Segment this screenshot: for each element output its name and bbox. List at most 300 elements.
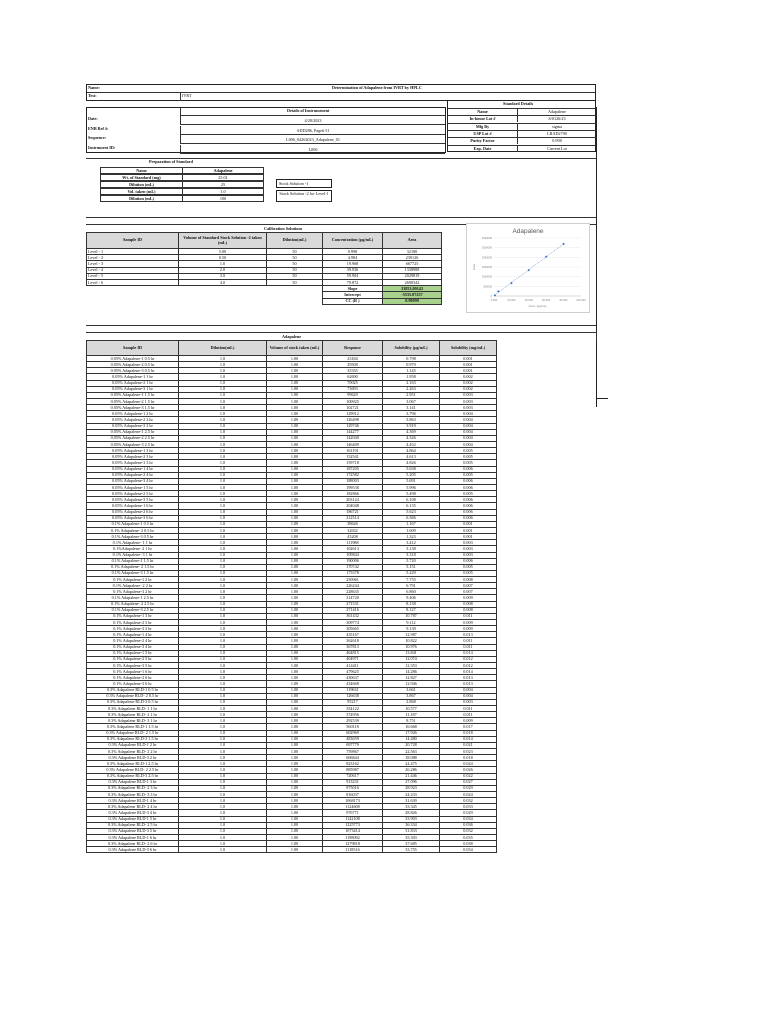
results-cell: 6.108: [383, 497, 440, 503]
results-cell: 0.017: [440, 724, 497, 730]
results-cell: 0.1% Adapalene-3 3 hr: [87, 626, 179, 632]
results-cell: 0.05% Adapalene-1 1 hr: [87, 374, 179, 380]
results-cell: 1.00: [267, 503, 323, 509]
results-cell: 1124608: [323, 804, 383, 810]
results-cell: 1.0: [179, 663, 267, 669]
results-cell: 1.0: [179, 558, 267, 564]
preparation-row-label: Vol. taken (mL): [100, 188, 182, 195]
calibration-cell: 1.0: [179, 261, 267, 267]
results-cell: 8.138: [383, 601, 440, 607]
results-cell: 1.0: [179, 595, 267, 601]
results-cell: 0.3% Adapalene RLD- 2 5 hr: [87, 822, 179, 828]
results-cell: 0.05% Adapalene-1 3 hr: [87, 448, 179, 454]
results-cell: 1.00: [267, 620, 323, 626]
chart-point: [562, 243, 565, 246]
instrument-row-value: L006: [180, 145, 445, 154]
results-cell: 976771: [323, 810, 383, 816]
results-cell: 5.996: [383, 484, 440, 490]
results-cell: 28.826: [383, 810, 440, 816]
results-cell: 464815: [323, 650, 383, 656]
results-cell: 602969: [323, 730, 383, 736]
results-cell: 1.167: [383, 521, 440, 527]
results-cell: 0.004: [440, 411, 497, 417]
results-cell: 1.00: [267, 441, 323, 447]
results-cell: 913231: [323, 779, 383, 785]
results-cell: 1.00: [267, 779, 323, 785]
results-cell: 0.3% Adapalene RLD-3 0.5 hr: [87, 699, 179, 705]
results-cell: 186721: [323, 509, 383, 515]
results-cell: 0.012: [440, 656, 497, 662]
calibration-stat-value: -5535.87257: [383, 292, 442, 298]
name-label: Name:: [88, 85, 100, 90]
results-cell: 1.0: [179, 374, 267, 380]
results-cell: 361432: [323, 613, 383, 619]
results-cell: 146409: [323, 441, 383, 447]
results-cell: 188003: [323, 478, 383, 484]
results-cell: 1.00: [267, 540, 323, 546]
results-cell: 12.827: [383, 675, 440, 681]
results-cell: 4.452: [383, 441, 440, 447]
results-cell: 1.0: [179, 527, 267, 533]
results-cell: 0.004: [440, 435, 497, 441]
results-cell: 37.685: [383, 841, 440, 847]
results-cell: 1.00: [267, 644, 323, 650]
results-cell: 73693: [323, 386, 383, 392]
results-cell: 0.1% Adapalene-3 2.5 hr: [87, 607, 179, 613]
results-cell: 0.1% Adapalene-3 5 hr: [87, 663, 179, 669]
results-cell: 1.0: [179, 638, 267, 644]
calibration-chart: [466, 223, 590, 313]
calibration-cell: 0.998: [323, 249, 383, 255]
results-cell: 1.0: [179, 368, 267, 374]
results-cell: 8.751: [383, 718, 440, 724]
results-cell: 1.0: [179, 405, 267, 411]
results-cell: 1.0: [179, 552, 267, 558]
standard-row-value: Current Lot: [518, 145, 596, 152]
test-label: Test:: [88, 93, 97, 98]
results-cell: 0.005: [440, 570, 497, 576]
results-cell: 1.0: [179, 736, 267, 742]
results-header-cell: Solubility (µg/mL): [383, 341, 440, 356]
chart-x-tick: 40.000: [524, 299, 533, 302]
results-cell: 816037: [323, 791, 383, 797]
standard-details: [447, 100, 596, 152]
results-cell: 1.0: [179, 620, 267, 626]
results-cell: 32632: [323, 527, 383, 533]
results-cell: 0.009: [440, 620, 497, 626]
results-cell: 1.0: [179, 607, 267, 613]
results-cell: 0.002: [440, 386, 497, 392]
results-cell: 3.412: [383, 540, 440, 546]
results-cell: 31.639: [383, 798, 440, 804]
results-cell: 0.032: [440, 828, 497, 834]
results-cell: 0.05% Adapalene-3 3 hr: [87, 460, 179, 466]
results-cell: 1.00: [267, 613, 323, 619]
results-cell: 0.1% Adapalene- 2 2.5 hr: [87, 601, 179, 607]
results-cell: 975016: [323, 785, 383, 791]
test-value: IVRT: [182, 93, 192, 98]
results-cell: 0.002: [440, 380, 497, 386]
results-cell: 5.205: [383, 472, 440, 478]
results-cell: 435167: [323, 632, 383, 638]
results-cell: 3.796: [383, 411, 440, 417]
results-cell: 111988: [323, 540, 383, 546]
chart-title: Adapalene: [512, 228, 544, 235]
results-cell: 0.005: [440, 472, 497, 478]
results-cell: 1.0: [179, 484, 267, 490]
results-cell: 5.229: [383, 570, 440, 576]
results-cell: 187205: [323, 466, 383, 472]
results-cell: 0.014: [440, 650, 497, 656]
results-cell: 31.833: [383, 828, 440, 834]
results-cell: 0.036: [440, 822, 497, 828]
results-cell: 0.1% Adapalene- 2 0.5 hr: [87, 527, 179, 533]
results-cell: 1068173: [323, 798, 383, 804]
results-cell: 4.613: [383, 454, 440, 460]
results-cell: 0.005: [440, 448, 497, 454]
results-header-cell: Response: [323, 341, 383, 356]
preparation-row-value: 25.01: [182, 174, 264, 181]
results-cell: 0.014: [440, 669, 497, 675]
results-cell: 152541: [323, 454, 383, 460]
results-cell: 0.005: [440, 564, 497, 570]
results-cell: 0.011: [440, 706, 497, 712]
results-cell: 126498: [323, 417, 383, 423]
results-cell: 0.001: [440, 362, 497, 368]
results-cell: 1.00: [267, 484, 323, 490]
results-cell: 0.1% Adapalene-3 4 hr: [87, 644, 179, 650]
results-cell: 1.0: [179, 411, 267, 417]
results-cell: 1.145: [383, 368, 440, 374]
results-cell: 309774: [323, 620, 383, 626]
calibration-cell: 5.00: [179, 249, 267, 255]
results-cell: 1.00: [267, 632, 323, 638]
results-cell: 271531: [323, 601, 383, 607]
calibration-cell: Level - 3: [87, 261, 179, 267]
results-header-row: [87, 341, 497, 356]
results-cell: 606844: [323, 755, 383, 761]
results-cell: 0.05% Adapalene-1 6 hr: [87, 503, 179, 509]
results-cell: 0.3% Adapalene RLD- 1 1 hr: [87, 706, 179, 712]
results-cell: 0.003: [440, 398, 497, 404]
results-cell: 0.3% Adapalene RLD-3 2 hr: [87, 755, 179, 761]
results-cell: 1.0: [179, 847, 267, 853]
results-cell: 0.1% Adapalene-3 6 hr: [87, 681, 179, 687]
right-margin-tick: [596, 398, 608, 399]
results-cell: 1.00: [267, 405, 323, 411]
results-cell: 0.1% Adapalene-1 1.5 hr: [87, 558, 179, 564]
calibration-header-row: [87, 233, 442, 249]
results-cell: 0.009: [440, 718, 497, 724]
results-cell: 0.032: [440, 798, 497, 804]
results-cell: 0.004: [440, 417, 497, 423]
results-cell: 226244: [323, 583, 383, 589]
results-cell: 1.0: [179, 540, 267, 546]
results-cell: 33.903: [383, 816, 440, 822]
results-cell: 99620: [323, 392, 383, 398]
results-cell: 292539: [323, 718, 383, 724]
results-cell: 0.006: [440, 466, 497, 472]
results-cell: 1.00: [267, 368, 323, 374]
results-cell: 2.951: [383, 392, 440, 398]
standard-row-value: 0.998: [518, 137, 596, 144]
results-cell: 0.3% Adapalene RLD-3 5 hr: [87, 828, 179, 834]
chart-x-tick: 60.000: [542, 299, 551, 302]
standard-row-label: Purity Factor: [448, 137, 518, 144]
results-cell: 0.1% Adapalene- 2 2 hr: [87, 583, 179, 589]
calibration-cell: 667725: [383, 261, 442, 267]
results-cell: 0.004: [440, 429, 497, 435]
preparation-row-label: Wt. of Standard (mg): [100, 174, 182, 181]
results-cell: 0.005: [440, 491, 497, 497]
results-cell: 0.05% Adapalene-2 1 hr: [87, 380, 179, 386]
results-cell: 0.007: [440, 583, 497, 589]
results-cell: 0.001: [440, 521, 497, 527]
results-cell: 0.3% Adapalene RLD- 2 6 hr: [87, 841, 179, 847]
stock-note-2: Stock Solution -2 for Level-1: [276, 190, 332, 202]
calibration-stat-value: 0.99999: [383, 298, 442, 304]
results-cell: 6.791: [383, 583, 440, 589]
results-cell: 0.1% Adapalene- 1 1 hr: [87, 540, 179, 546]
results-cell: 1.00: [267, 552, 323, 558]
results-cell: 190006: [323, 558, 383, 564]
results-cell: 0.05% Adapalene-3 5 hr: [87, 497, 179, 503]
results-cell: 9.406: [383, 595, 440, 601]
calibration-cell: 4.984: [323, 255, 383, 261]
results-cell: 0.05% Adapalene-3 4 hr: [87, 478, 179, 484]
results-cell: 0.011: [440, 644, 497, 650]
results-cell: 0.018: [440, 755, 497, 761]
results-cell: 1.0: [179, 693, 267, 699]
results-cell: 0.008: [440, 607, 497, 613]
results-cell: 3.318: [383, 552, 440, 558]
results-cell: 0.035: [440, 834, 497, 840]
results-cell: 885987: [323, 767, 383, 773]
results-cell: 0.05% Adapalene-3 2 hr: [87, 423, 179, 429]
results-cell: 1.0: [179, 601, 267, 607]
results-cell: 1.0: [179, 380, 267, 386]
results-cell: 14.480: [383, 736, 440, 742]
results-cell: 95217: [323, 699, 383, 705]
instrument-row-value: 4/28/2023: [180, 116, 445, 125]
results-cell: 0.007: [440, 589, 497, 595]
results-cell: 0.3% Adapalene RLD- 3 1 hr: [87, 718, 179, 724]
instrument-title: Details of Instrumenent: [287, 108, 330, 113]
results-cell: 0.027: [440, 779, 497, 785]
results-cell: 1.0: [179, 515, 267, 521]
results-cell: 0.05% Adapalene-1 4 hr: [87, 466, 179, 472]
results-cell: 173378: [323, 570, 383, 576]
calibration-cell: Level - 2: [87, 255, 179, 261]
calibration-cell: 50: [267, 279, 323, 285]
results-cell: 483659: [323, 736, 383, 742]
calibration-cell: 239126: [383, 255, 442, 261]
results-cell: 0.024: [440, 791, 497, 797]
results-cell: 1.0: [179, 478, 267, 484]
chart-y-tick: 0: [490, 295, 492, 298]
results-cell: 1.0: [179, 706, 267, 712]
results-cell: 142040: [323, 435, 383, 441]
results-cell: 367813: [323, 644, 383, 650]
results-cell: 0.002: [440, 374, 497, 380]
results-cell: 0.05% Adapalene-2 4 hr: [87, 472, 179, 478]
chart-point: [497, 290, 500, 293]
results-cell: 0.004: [440, 687, 497, 693]
results-cell: 0.001: [440, 534, 497, 540]
calibration-stat-label: CC (R ): [323, 298, 383, 304]
results-cell: 1.0: [179, 718, 267, 724]
results-cell: 1.00: [267, 460, 323, 466]
results-cell: 0.1% Adapalene-1 2.5 hr: [87, 595, 179, 601]
preparation-row-value: 1.0: [182, 188, 264, 195]
calibration-title: Calibration Solutions: [264, 226, 303, 231]
results-cell: 1.0: [179, 791, 267, 797]
results-cell: 0.033: [440, 804, 497, 810]
standard-row-value: Adapalene: [518, 108, 596, 115]
results-cell: 0.009: [440, 626, 497, 632]
calibration-cell: Level - 1: [87, 249, 179, 255]
results-cell: 0.1% Adapalene-1 5 hr: [87, 650, 179, 656]
results-cell: 119631: [323, 687, 383, 693]
results-cell: 21.446: [383, 773, 440, 779]
calibration-header-cell: Concentration (µg/mL): [323, 233, 383, 249]
results-cell: 1.00: [267, 828, 323, 834]
results-cell: 6.860: [383, 589, 440, 595]
results-cell: 1.00: [267, 386, 323, 392]
results-cell: 35335: [323, 368, 383, 374]
results-cell: 1.00: [267, 374, 323, 380]
results-cell: 0.003: [440, 392, 497, 398]
calibration-stat-label: Intercept: [323, 292, 383, 298]
results-cell: 5.720: [383, 558, 440, 564]
results-cell: 1279818: [323, 841, 383, 847]
results-cell: 109844: [323, 552, 383, 558]
results-cell: 1.009: [383, 527, 440, 533]
results-cell: 0.05% Adapalene-1 0.5 hr: [87, 356, 179, 362]
results-cell: 0.979: [383, 362, 440, 368]
results-cell: 1.00: [267, 466, 323, 472]
results-cell: 1.00: [267, 718, 323, 724]
results-cell: 29508: [323, 362, 383, 368]
calibration-cell: 2690342: [383, 279, 442, 285]
results-cell: 10.577: [383, 706, 440, 712]
results-cell: 0.05% Adapalene-2 2 hr: [87, 417, 179, 423]
calibration-cell: 1338988: [383, 267, 442, 273]
results-cell: 0.1% Adapalene-2 4 hr: [87, 638, 179, 644]
results-cell: 1.00: [267, 380, 323, 386]
results-cell: 7.755: [383, 577, 440, 583]
results-cell: 4.826: [383, 460, 440, 466]
results-cell: 1.00: [267, 435, 323, 441]
calibration-cell: 0.50: [179, 255, 267, 261]
results-cell: 0.1% Adapalene- 2 1.5 hr: [87, 564, 179, 570]
chart-y-tick: 1000000: [481, 275, 492, 279]
results-cell: 0.034: [440, 847, 497, 853]
results-cell: 0.3% Adapalene RLD-3 6 hr: [87, 847, 179, 853]
results-cell: 0.3% Adapalene RLD-1 1.5 hr: [87, 724, 179, 730]
results-cell: 36.334: [383, 822, 440, 828]
results-cell: 0.3% Adapalene RLD- 2 3 hr: [87, 785, 179, 791]
results-cell: 203124: [323, 497, 383, 503]
results-cell: 0.05% Adapalene-1 2.5 hr: [87, 429, 179, 435]
results-cell: 3.067: [383, 398, 440, 404]
results-cell: 1.0: [179, 773, 267, 779]
results-cell: 1.00: [267, 742, 323, 748]
results-cell: 1.0: [179, 497, 267, 503]
results-cell: 1.0: [179, 755, 267, 761]
calibration-cell: 2.0: [179, 267, 267, 273]
results-cell: 1.00: [267, 681, 323, 687]
results-cell: 1.0: [179, 423, 267, 429]
results-cell: 1.00: [267, 521, 323, 527]
preparation-row-value: 100: [182, 195, 264, 202]
results-cell: 1.00: [267, 669, 323, 675]
results-cell: 126638: [323, 693, 383, 699]
results-cell: 182866: [323, 491, 383, 497]
results-cell: 1.0: [179, 626, 267, 632]
results-cell: 1.0: [179, 761, 267, 767]
results-cell: 1.0: [179, 822, 267, 828]
results-cell: 1.00: [267, 570, 323, 576]
results-cell: 1.00: [267, 834, 323, 840]
chart-x-tick: 0.000: [490, 299, 498, 302]
results-row: [87, 847, 497, 853]
results-cell: 9.112: [383, 620, 440, 626]
results-cell: 1.00: [267, 687, 323, 693]
results-cell: 0.026: [440, 767, 497, 773]
standard-title: Standard Details: [503, 101, 534, 106]
results-cell: 1.00: [267, 534, 323, 540]
results-cell: 1.0: [179, 441, 267, 447]
results-cell: 414411: [323, 663, 383, 669]
results-cell: 3.867: [383, 693, 440, 699]
results-cell: 144277: [323, 429, 383, 435]
results-cell: 12.987: [383, 632, 440, 638]
calibration-cell: 50: [267, 267, 323, 273]
results-cell: 0.3% Adapalene RLD-1 5 hr: [87, 816, 179, 822]
results-cell: 1.00: [267, 429, 323, 435]
report-title: Determination of Adapalene from IVRT by HPLC: [332, 85, 422, 90]
results-cell: 0.05% Adapalene-3 6 hr: [87, 515, 179, 521]
results-cell: 1.0: [179, 564, 267, 570]
results-cell: 27.096: [383, 779, 440, 785]
results-cell: 1.00: [267, 847, 323, 853]
results-cell: 0.011: [440, 613, 497, 619]
results-cell: 1.0: [179, 687, 267, 693]
results-cell: 1.00: [267, 724, 323, 730]
results-cell: 0.006: [440, 503, 497, 509]
results-cell: 3.141: [383, 405, 440, 411]
results-cell: 13.841: [383, 650, 440, 656]
results-cell: 1.0: [179, 712, 267, 718]
results-cell: 1.00: [267, 472, 323, 478]
results-cell: 314720: [323, 595, 383, 601]
chart-svg: [467, 224, 589, 312]
results-cell: 10.976: [383, 644, 440, 650]
results-cell: 0.05% Adapalene-2 5 hr: [87, 491, 179, 497]
results-cell: 354122: [323, 706, 383, 712]
chart-point: [510, 282, 513, 285]
results-cell: 0.005: [440, 454, 497, 460]
results-cell: 0.798: [383, 356, 440, 362]
results-cell: 0.3% Adapalene RLD-3 1.5 hr: [87, 736, 179, 742]
results-cell: 1.00: [267, 761, 323, 767]
results-cell: 0.1% Adapalene-2 5 hr: [87, 656, 179, 662]
results-cell: 35.303: [383, 834, 440, 840]
results-cell: 12.946: [383, 681, 440, 687]
results-cell: 1.0: [179, 362, 267, 368]
calibration-cell: 3.0: [179, 273, 267, 279]
